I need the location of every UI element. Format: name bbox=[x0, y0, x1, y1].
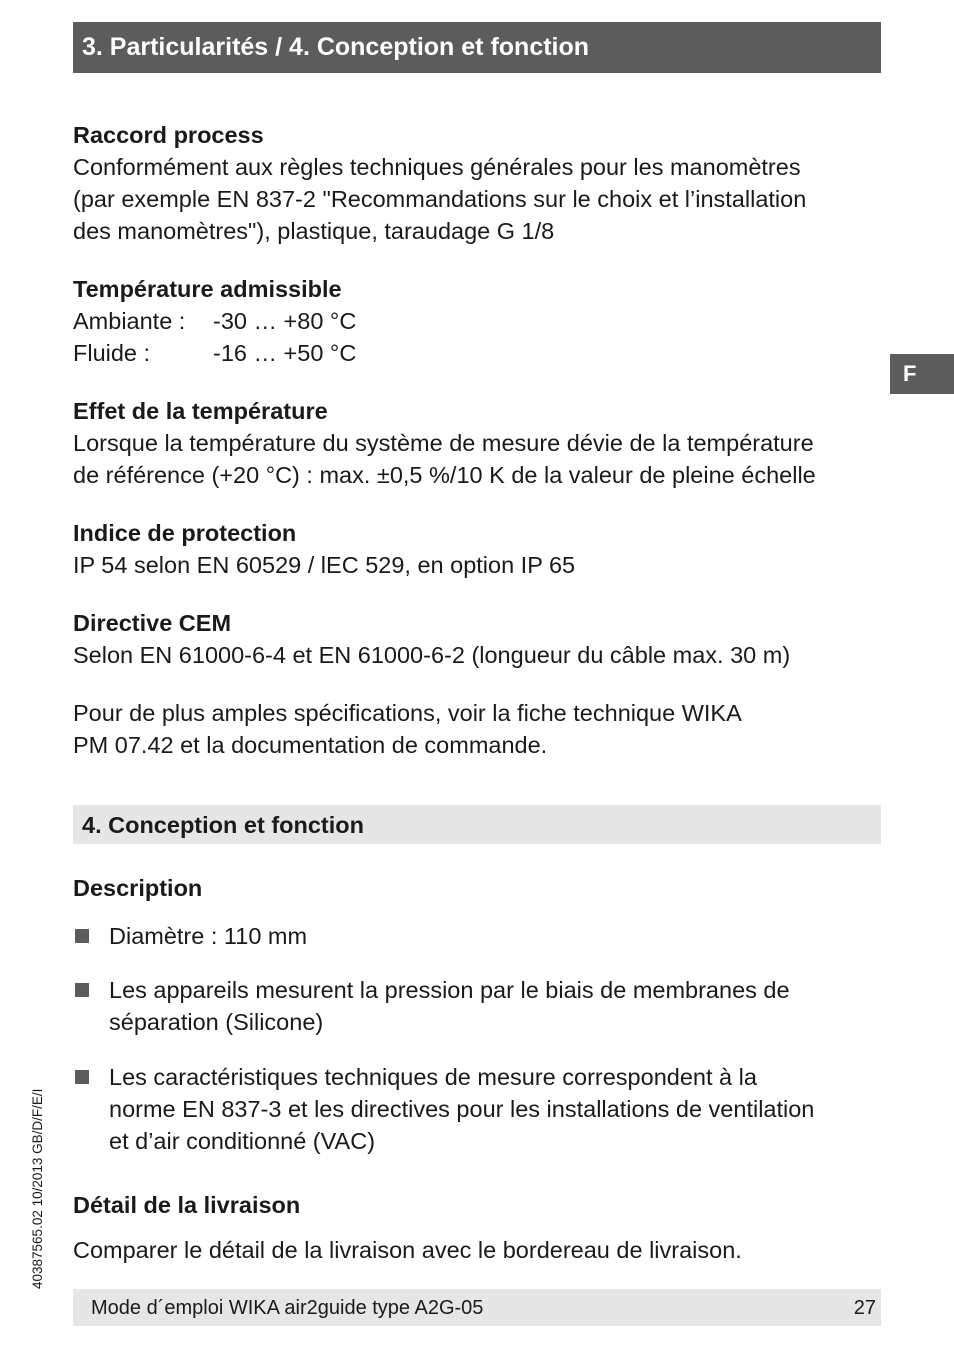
language-tab[interactable]: F bbox=[890, 354, 954, 394]
protection-block bbox=[73, 517, 881, 581]
list-item-line: et d’air conditionné (VAC) bbox=[109, 1128, 376, 1154]
temperature-label: Fluide : bbox=[73, 340, 151, 366]
protection-heading: Indice de protection bbox=[73, 520, 297, 546]
list-item-line: norme EN 837-3 et les directives pour les installations de ventilation bbox=[109, 1096, 815, 1122]
raccord-process-line: Conformément aux règles techniques générales pour les manomètres bbox=[73, 154, 801, 180]
list-item bbox=[73, 920, 881, 952]
livraison-heading: Détail de la livraison bbox=[73, 1192, 301, 1218]
cem-line: Selon EN 61000-6-4 et EN 61000-6-2 (longueur du câble max. 30 m) bbox=[73, 642, 791, 668]
raccord-process-line: (par exemple EN 837-2 "Recommandations sur le choix et l’installation bbox=[73, 186, 807, 212]
document-code: 40387565.02 10/2013 GB/D/F/E/I bbox=[30, 1088, 45, 1289]
list-item-line: Diamètre : 110 mm bbox=[109, 923, 308, 949]
page-footer bbox=[73, 1289, 881, 1326]
temperature-heading: Température admissible bbox=[73, 276, 342, 302]
list-item-line: Les appareils mesurent la pression par le biais de membranes de bbox=[109, 977, 790, 1003]
cem-heading: Directive CEM bbox=[73, 610, 232, 636]
effet-temperature-heading: Effet de la température bbox=[73, 398, 328, 424]
effet-temperature-block bbox=[73, 395, 881, 491]
effet-temperature-line: Lorsque la température du système de mesure dévie de la température bbox=[73, 430, 814, 456]
list-item bbox=[73, 974, 881, 1038]
livraison-text: Comparer le détail de la livraison avec le bordereau de livraison. bbox=[73, 1237, 742, 1263]
temperature-row-fluide bbox=[73, 337, 881, 369]
description-heading: Description bbox=[73, 875, 203, 901]
page-content bbox=[73, 119, 881, 1266]
more-specs-block bbox=[73, 697, 881, 761]
temperature-value: -16 … +50 °C bbox=[213, 340, 357, 366]
list-item-line: séparation (Silicone) bbox=[109, 1009, 324, 1035]
temperature-label: Ambiante : bbox=[73, 308, 186, 334]
protection-line: IP 54 selon EN 60529 / lEC 529, en option IP 65 bbox=[73, 552, 576, 578]
temperature-row-ambiante bbox=[73, 305, 881, 337]
list-item-line: Les caractéristiques techniques de mesure correspondent à la bbox=[109, 1064, 757, 1090]
more-specs-line: Pour de plus amples spécifications, voir la fiche technique WIKA bbox=[73, 700, 742, 726]
bullet-square-icon bbox=[75, 929, 89, 943]
temperature-value: -30 … +80 °C bbox=[213, 308, 357, 334]
page-number: 27 bbox=[853, 1297, 876, 1319]
effet-temperature-line: de référence (+20 °C) : max. ±0,5 %/10 K de la valeur de pleine échelle bbox=[73, 462, 816, 488]
more-specs-line: PM 07.42 et la documentation de commande. bbox=[73, 732, 548, 758]
temperature-block bbox=[73, 273, 881, 369]
raccord-process-block bbox=[73, 119, 881, 247]
manual-title: Mode d´emploi WIKA air2guide type A2G-05 bbox=[91, 1297, 484, 1319]
page-header-title: 3. Particularités / 4. Conception et fonction bbox=[73, 22, 881, 73]
list-item bbox=[73, 1061, 881, 1157]
section-4-title: 4. Conception et fonction bbox=[73, 805, 881, 844]
raccord-process-heading: Raccord process bbox=[73, 122, 264, 148]
bullet-square-icon bbox=[75, 1070, 89, 1084]
raccord-process-line: des manomètres"), plastique, taraudage G 1/8 bbox=[73, 218, 555, 244]
bullet-square-icon bbox=[75, 983, 89, 997]
cem-block bbox=[73, 607, 881, 671]
